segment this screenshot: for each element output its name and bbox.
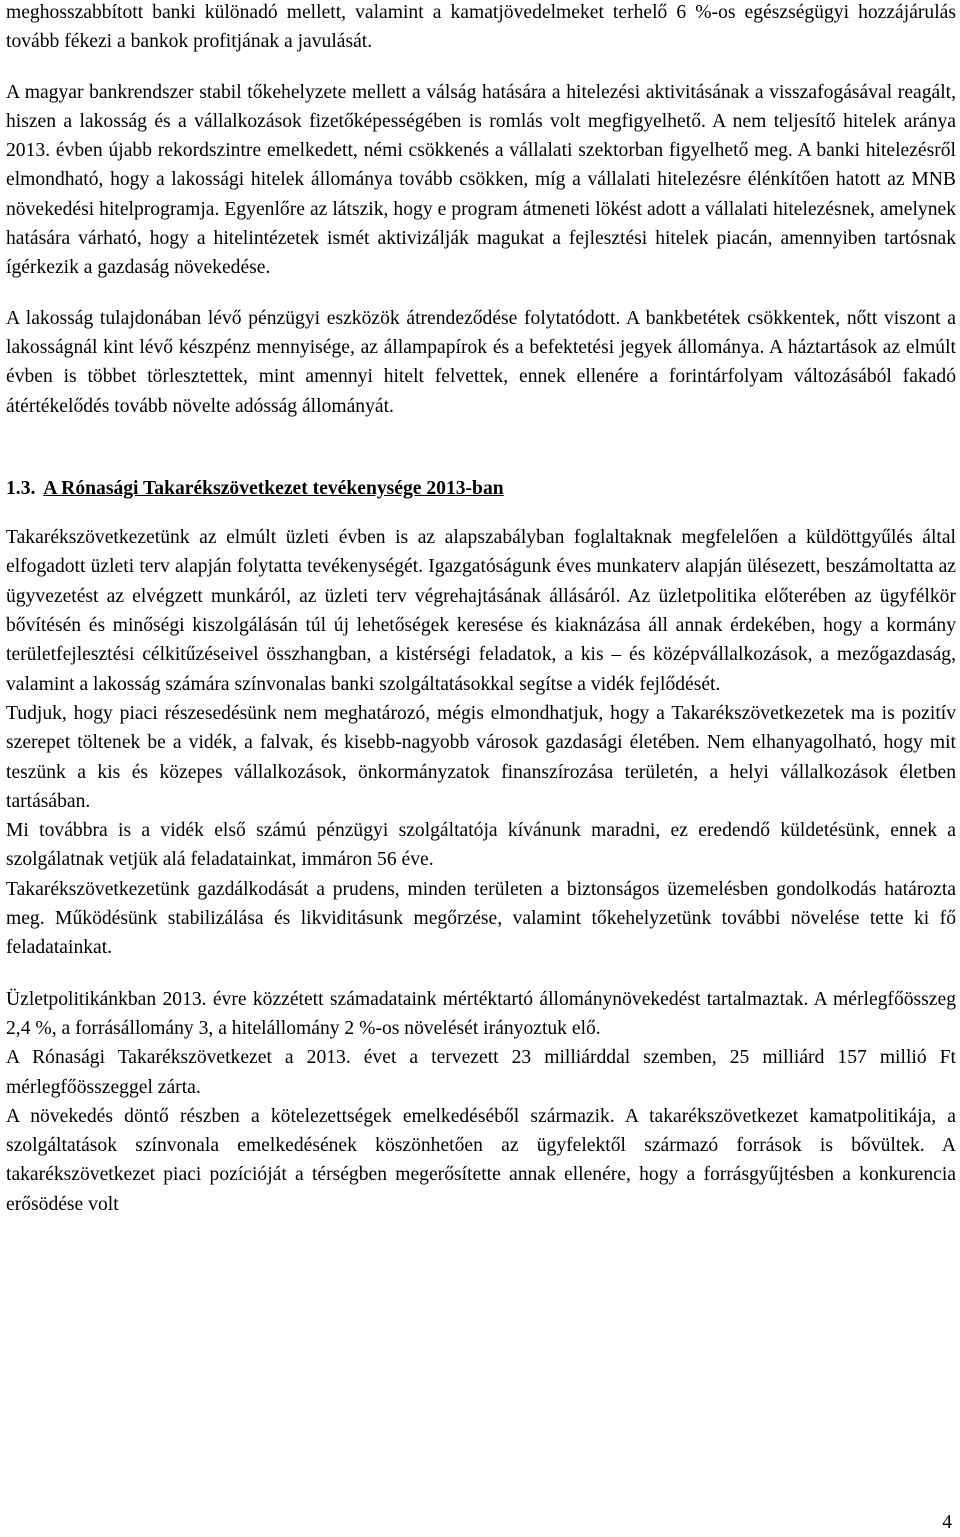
page-number: 4 <box>942 1512 952 1533</box>
paragraph-business-policy-2013: Üzletpolitikánkban 2013. évre közzétett számadataink mértéktartó állománynövekedést tartalmaztak. A mérlegfőösszeg 2,4 %, a forrásállomány 3, a hitelállomány 2 %-os növelését irányoztuk elő. <box>6 988 956 1039</box>
paragraph-market-share: Tudjuk, hogy piaci részesedésünk nem meghatározó, mégis elmondhatjuk, hogy a Takarékszövetkezetek ma is pozitív szerepet töltenek be a vidék, a falvak, és kisebb-nagyobb városok gazdasági életében. Nem elhanyagolható, hogy mit teszünk a kis és közepes vállalkozások, önkormányzatok finanszírozása területén, a helyi vállalkozások életben tartásában. <box>6 702 956 812</box>
paragraph-business-plan: Takarékszövetkezetünk az elmúlt üzleti évben is az alapszabályban foglaltaknak megfelelően a küldöttgyűlés által elfogadott üzleti terv alapján folytatta tevékenységét. Igazgatóságunk éves munkaterv alapján ülésezett, beszámoltatta az ügyvezetést az elvégzett munkáról, az üzleti terv végrehajtásának állásáról. Az üzletpolitika előterében az ügyfélkör bővítésén és minőségi kiszolgálásán túl új lehetőségek keresése és kiaknázása áll annak érdekében, hogy a kormány területfejlesztési célkitűzéseivel összhangban, a kistérségi feladatok, a kis – és középvállalkozások, a mezőgazdaság, valamint a lakosság számára színvonalas banki szolgáltatásokkal segítse a vidék fejlődését. <box>6 527 956 695</box>
paragraph-prudent-management: Takarékszövetkezetünk gazdálkodását a prudens, minden területen a biztonságos üzemelésben gondolkodás határozta meg. Működésünk stabilizálása és likviditásunk megőrzése, valamint tőkehelyzetünk további növelése tette ki fő feladatainkat. <box>6 878 956 959</box>
paragraph-household-assets: A lakosság tulajdonában lévő pénzügyi eszközök átrendeződése folytatódott. A bankbetétek csökkentek, nőtt viszont a lakosságnál kint lévő készpénz mennyisége, az állampapírok és a befektetési jegyek állománya. A háztartások az elmúlt évben is többet törlesztettek, mint amennyi hitelt felvettek, ennek ellenére a forintárfolyam változásából fakadó átértékelődés tovább növelte adósság állományát. <box>6 307 956 417</box>
paragraph-growth-sources: A növekedés döntő részben a kötelezettségek emelkedéséből származik. A takarékszövetkezet kamatpolitikája, a szolgáltatások színvonala emelkedésének köszönhetően az ügyfelektől származó források is bővültek. A takarékszövetkezet piaci pozícióját a térségben megerősítette annak ellenére, hogy a forrásgyűjtésben a konkurencia erősödése volt <box>6 1105 956 1215</box>
paragraph-bank-tax: meghosszabbított banki különadó mellett, valamint a kamatjövedelmeket terhelő 6 %-os egészségügyi hozzájárulás tovább fékezi a bankok profitjának a javulását. <box>6 2 956 53</box>
document-page <box>6 0 956 1219</box>
section-title: A Rónasági Takarékszövetkezet tevékenysége 2013-ban <box>43 477 504 499</box>
paragraph-banking-system: A magyar bankrendszer stabil tőkehelyzete mellett a válság hatására a hitelezési aktivitásának a visszafogásával reagált, hiszen a lakosság és a vállalkozások fizetőképességében is romlás volt megfigyelhető. A nem teljesítő hitelek aránya 2013. évben újabb rekordszintre emelkedett, némi csökkenés a vállalati szektorban figyelhető meg. A banki hitelezésről elmondható, hogy a lakossági hitelek állománya tovább csökken, míg a vállalati hitelezésre élénkítően hatott az MNB növekedési hitelprogramja. Egyenlőre az látszik, hogy e program átmeneti lökést adott a vállalati hitelezésnek, amelynek hatására várható, hogy a hitelintézetek ismét aktivizálják magukat a fejlesztési hitelek piacán, amennyiben tartósnak ígérkezik a gazdaság növekedése. <box>6 81 956 279</box>
paragraph-balance-sheet-total: A Rónasági Takarékszövetkezet a 2013. évet a tervezett 23 milliárddal szemben, 25 milliárd 157 millió Ft mérlegfőösszeggel zárta. <box>6 1047 956 1098</box>
section-number: 1.3. <box>6 477 36 499</box>
section-heading <box>6 474 956 503</box>
paragraph-mission: Mi továbbra is a vidék első számú pénzügyi szolgáltatója kívánunk maradni, ez eredendő küldetésünk, ennek a szolgálatnak vetjük alá feladatainkat, immáron 56 éve. <box>6 820 956 871</box>
